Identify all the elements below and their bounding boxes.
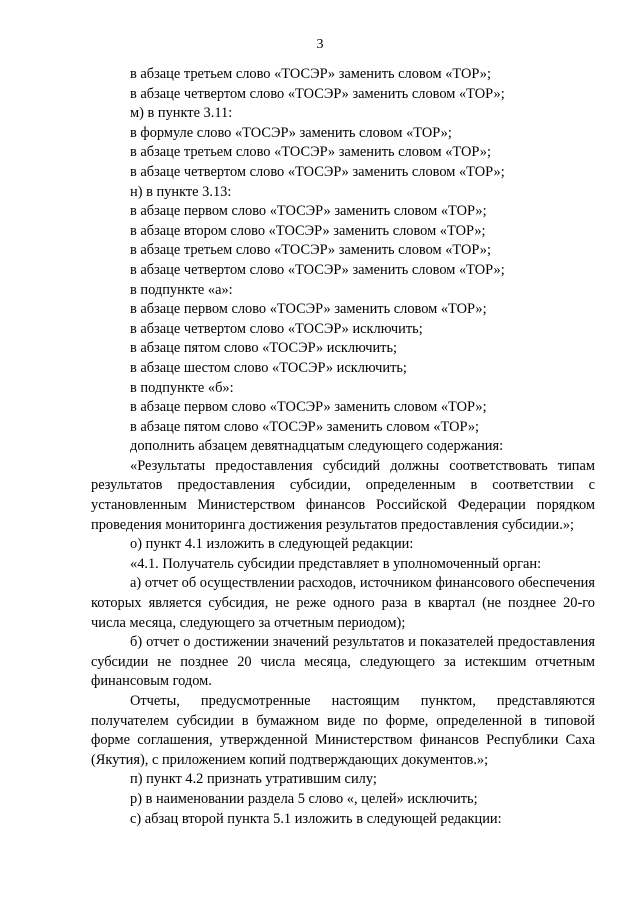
text-line: с) абзац второй пункта 5.1 изложить в следующей редакции: — [130, 810, 502, 827]
text-line: н) в пункте 3.13: — [130, 183, 232, 200]
paragraph-item-a: а) отчет об осуществлении расходов, источником финансового обеспечения которых является субсидия, не реже одного раза в квартал (не позднее 20-го числа месяца, следующего за отчетным периодом); — [91, 575, 595, 631]
text-line: о) пункт 4.1 изложить в следующей редакции: — [130, 536, 414, 553]
paragraph-results: «Результаты предоставления субсидий должны соответствовать типам результатов предоставления субсидии, определенным в соответствии с установленным Министерством финансов Российской Федерации порядком проведения мониторинга достижения результатов предоставления субсидии.»; — [91, 457, 595, 533]
text-line: в абзаце первом слово «ТОСЭР» заменить словом «ТОР»; — [130, 203, 487, 220]
text-line: в абзаце пятом слово «ТОСЭР» исключить; — [130, 340, 398, 357]
text-line: в абзаце третьем слово «ТОСЭР» заменить словом «ТОР»; — [130, 66, 491, 82]
text-line: в абзаце четвертом слово «ТОСЭР» исключить; — [130, 320, 423, 337]
text-line: в абзаце первом слово «ТОСЭР» заменить словом «ТОР»; — [130, 301, 487, 318]
text-line: р) в наименовании раздела 5 слово «, целей» исключить; — [130, 790, 478, 807]
page-number: 3 — [316, 37, 324, 52]
text-line: в абзаце четвертом слово «ТОСЭР» заменить словом «ТОР»; — [130, 261, 505, 278]
text-line: в абзаце втором слово «ТОСЭР» заменить словом «ТОР»; — [130, 222, 486, 239]
text-line: в подпункте «а»: — [130, 281, 233, 298]
text-line: в абзаце пятом слово «ТОСЭР» заменить словом «ТОР»; — [130, 418, 480, 435]
text-line: п) пункт 4.2 признать утратившим силу; — [130, 771, 377, 788]
text-line: в абзаце четвертом слово «ТОСЭР» заменить словом «ТОР»; — [130, 85, 505, 102]
text-line: в абзаце третьем слово «ТОСЭР» заменить словом «ТОР»; — [130, 144, 491, 161]
paragraph-reports: Отчеты, предусмотренные настоящим пунктом, представляются получателем субсидии в бумажном виде по форме, определенной в типовой форме соглашения, утвержденной Министерством финансов Республики Саха (Якутия), с приложением копий подтверждающих документов.»; — [91, 693, 595, 768]
document-body — [91, 65, 595, 829]
text-line: в абзаце шестом слово «ТОСЭР» исключить; — [130, 359, 407, 376]
text-line: в абзаце первом слово «ТОСЭР» заменить словом «ТОР»; — [130, 399, 487, 416]
paragraph-item-b: б) отчет о достижении значений результатов и показателей предоставления субсидии не позднее 20 числа месяца, следующего за истекшим отчетным финансовым годом. — [91, 634, 595, 690]
text-line: в абзаце четвертом слово «ТОСЭР» заменить словом «ТОР»; — [130, 163, 505, 180]
text-line: «4.1. Получатель субсидии представляет в уполномоченный орган: — [130, 555, 542, 572]
text-line: в формуле слово «ТОСЭР» заменить словом «ТОР»; — [130, 124, 452, 141]
text-line: в абзаце третьем слово «ТОСЭР» заменить словом «ТОР»; — [130, 242, 491, 259]
text-line: м) в пункте 3.11: — [130, 105, 233, 122]
text-line: дополнить абзацем девятнадцатым следующего содержания: — [130, 438, 504, 455]
text-line: в подпункте «б»: — [130, 379, 234, 396]
